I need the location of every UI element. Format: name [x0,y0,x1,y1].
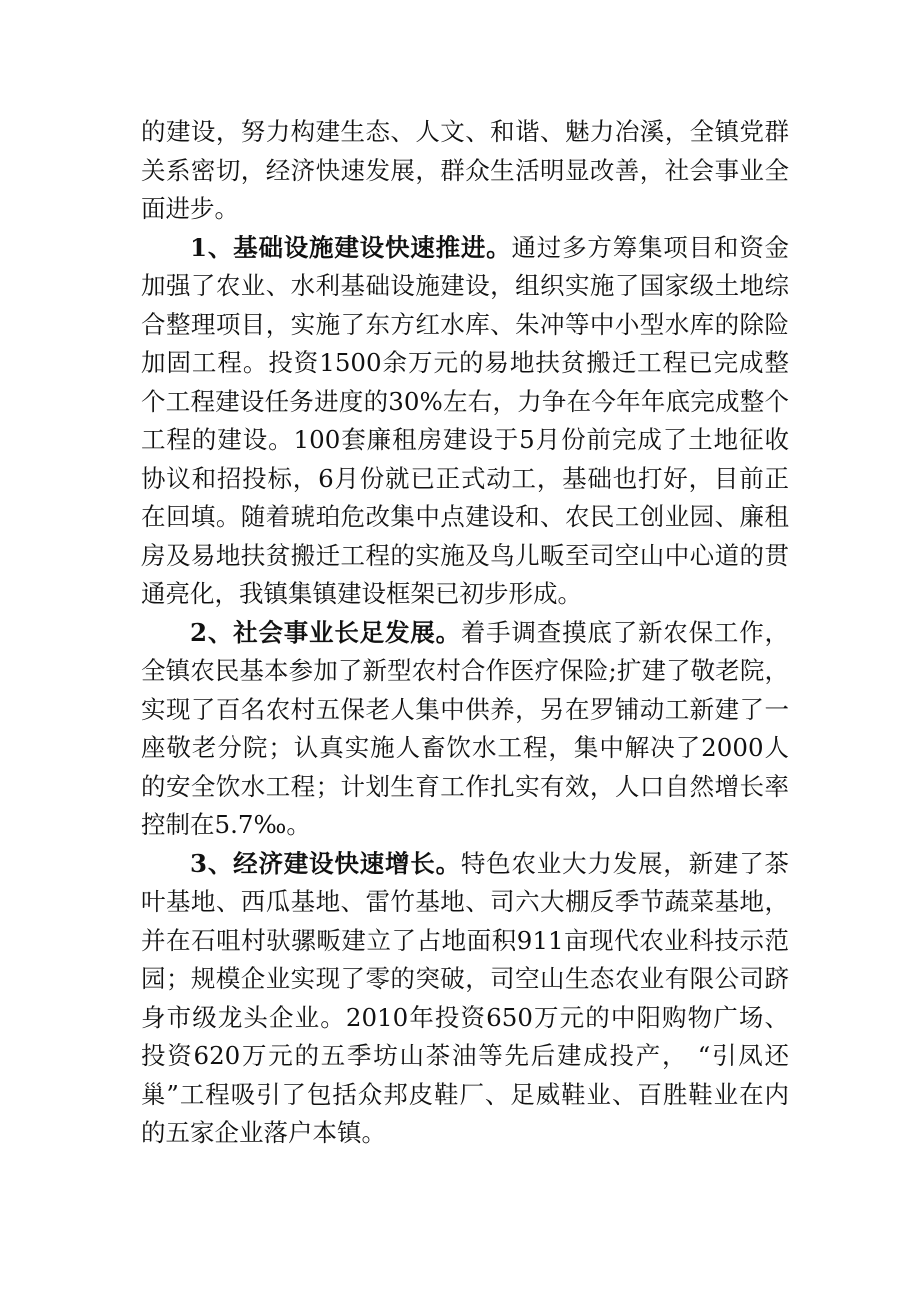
paragraph-social [141,614,789,845]
paragraph-infrastructure-heading: 1、基础设施建设快速推进。 [190,232,512,262]
paragraph-economy-heading: 3、经济建设快速增长。 [190,848,461,878]
paragraph-social-text: 着手调查摸底了新农保工作，全镇农民基本参加了新型农村合作医疗保险;扩建了敬老院，实现了百名农村五保老人集中供养，另在罗铺动工新建了一座敬老分院；认真实施人畜饮水工程，集中解决了2000人的安全饮水工程；计划生育工作扎实有效，人口自然增长率控制在5.7‰。 [141,617,790,839]
paragraph-infrastructure [141,229,789,614]
paragraph-economy-text: 特色农业大力发展，新建了茶叶基地、西瓜基地、雷竹基地、司六大棚反季节蔬菜基地，并在石咀村驮骡畈建立了占地面积911亩现代农业科技示范园；规模企业实现了零的突破，司空山生态农业有限公司跻身市级龙头企业。2010年投资650万元的中阳购物广场、投资620万元的五季坊山茶油等先后建成投产， “引凤还巢”工程吸引了包括众邦皮鞋厂、足威鞋业、百胜鞋业在内的五家企业落户本镇。 [141,848,790,1147]
document-page [141,113,789,1153]
paragraph-intro-text: 的建设，努力构建生态、人文、和谐、魅力冶溪，全镇党群关系密切，经济快速发展，群众生活明显改善，社会事业全面进步。 [141,117,789,223]
paragraph-infrastructure-text: 通过多方筹集项目和资金加强了农业、水利基础设施建设，组织实施了国家级土地综合整理项目，实施了东方红水库、朱冲等中小型水库的除险加固工程。投资1500余万元的易地扶贫搬迁工程已完成整个工程建设任务进度的30%左右，力争在今年年底完成整个工程的建设。100套廉租房建设于5月份前完成了土地征收协议和招投标，6月份就已正式动工，基础也打好，目前正在回填。随着琥珀危改集中点建设和、农民工创业园、廉租房及易地扶贫搬迁工程的实施及鸟儿畈至司空山中心道的贯通亮化，我镇集镇建设框架已初步形成。 [141,232,790,608]
paragraph-social-heading: 2、社会事业长足发展。 [190,617,461,647]
paragraph-economy [141,845,789,1153]
paragraph-intro [141,113,789,229]
